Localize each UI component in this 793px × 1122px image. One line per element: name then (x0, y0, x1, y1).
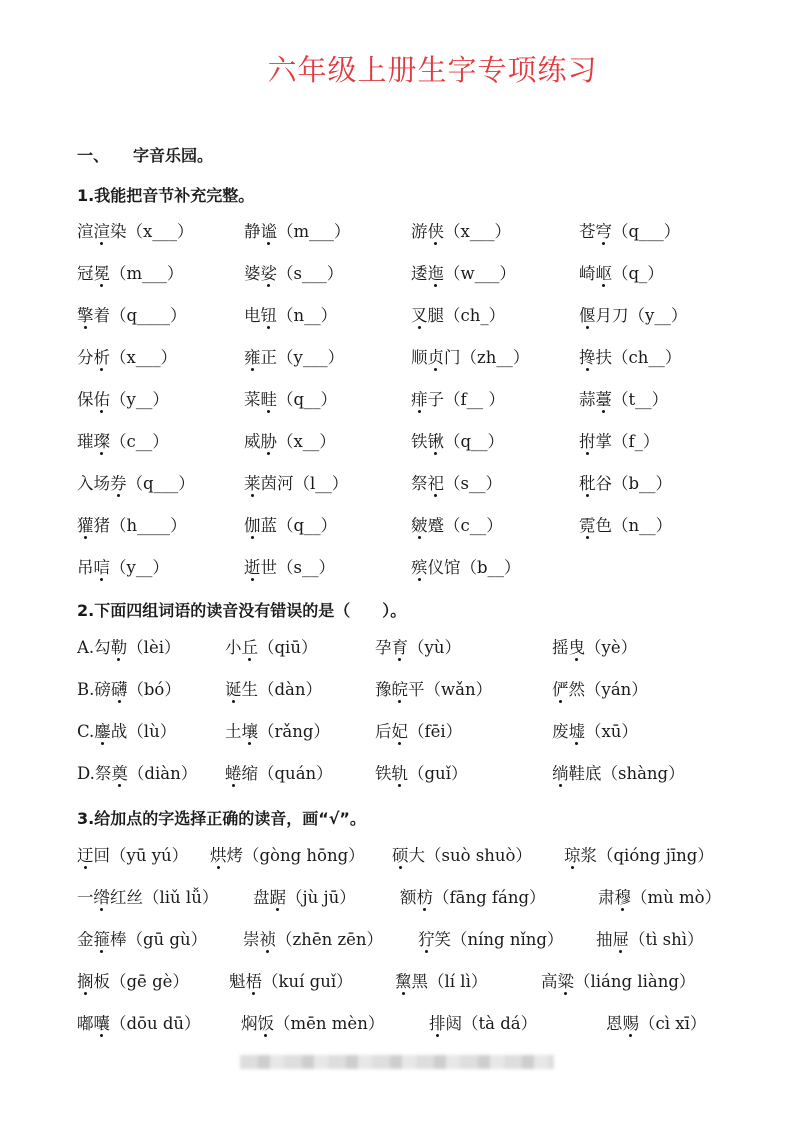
word-item (375, 760, 467, 784)
dotted-character: 诞 (225, 680, 242, 699)
dotted-character: 冕 (93, 264, 110, 283)
word-suffix: 然（yán） (568, 680, 648, 699)
dotted-character: 券 (110, 474, 127, 493)
word-item (244, 302, 337, 326)
word-item (411, 554, 521, 578)
dotted-character: 迤 (427, 264, 444, 283)
word-prefix: 孕 (375, 638, 392, 657)
dotted-character: 析 (93, 348, 110, 367)
word-item (418, 926, 563, 950)
word-suffix: 笑（níng nǐng） (434, 930, 564, 949)
word-suffix: （dōu dū） (110, 1014, 201, 1033)
word-suffix: （x___） (110, 348, 178, 367)
word-prefix: 威 (244, 432, 261, 451)
word-suffix: （q__） (277, 390, 338, 409)
word-item (225, 718, 330, 742)
word-suffix: 板（gē gè） (93, 972, 189, 991)
word-suffix: 蹙（c__） (427, 516, 503, 535)
dotted-character: 薹 (595, 390, 612, 409)
word-item (564, 842, 714, 866)
word-item (579, 218, 680, 242)
worksheet-title: 六年级上册生字专项练习 (267, 53, 598, 87)
dotted-character: 侠 (427, 222, 444, 241)
word-suffix: （x__） (277, 432, 336, 451)
dotted-character: 痱 (411, 390, 428, 409)
word-suffix: 平（wǎn） (408, 680, 493, 699)
word-prefix: 璀 (77, 432, 94, 451)
word-item (579, 386, 668, 410)
word-suffix: 月刀（y__） (595, 306, 688, 325)
word-suffix: （cì xī） (639, 1014, 707, 1033)
word-item (411, 470, 502, 494)
word-item (77, 260, 183, 284)
word-prefix: 顺 (411, 348, 428, 367)
dotted-character: 箍 (93, 930, 110, 949)
dotted-character: 胁 (260, 432, 277, 451)
word-item (77, 470, 195, 494)
word-prefix: 静 (244, 222, 261, 241)
word-item (77, 926, 207, 950)
word-item (552, 634, 637, 658)
word-item (77, 634, 181, 658)
word-suffix: （s__） (444, 474, 502, 493)
dotted-character: 娑 (260, 264, 277, 283)
word-suffix: 世（s__） (260, 558, 335, 577)
word-suffix: 染（x___） (110, 222, 194, 241)
word-suffix: （m___） (277, 222, 351, 241)
word-suffix: 黑（lí lì） (411, 972, 488, 991)
dotted-character: 梧 (245, 972, 262, 991)
dotted-character: 囔 (93, 1014, 110, 1033)
dotted-character: 踞 (269, 888, 286, 907)
word-prefix: 保 (77, 390, 94, 409)
dotted-character: 轨 (391, 764, 408, 783)
word-item (579, 344, 681, 368)
word-suffix: （x___） (444, 222, 512, 241)
dotted-character: 黧 (395, 972, 412, 991)
dotted-character: 育 (391, 638, 408, 657)
word-prefix: 盘 (253, 888, 270, 907)
word-item (411, 260, 516, 284)
word-prefix: 婆 (244, 264, 261, 283)
word-item (429, 1010, 537, 1034)
dotted-character: 擎 (77, 306, 94, 325)
word-item (225, 634, 317, 658)
section-label: 字音乐园。 (133, 146, 214, 165)
question-2-heading: 2.下面四组词语的读音没有错误的是（ ）。 (77, 601, 407, 620)
word-item (411, 302, 505, 326)
word-suffix: 烤（gòng hōng） (226, 846, 365, 865)
word-item (244, 260, 343, 284)
word-suffix: （s___） (277, 264, 344, 283)
word-suffix: 着（q____） (93, 306, 187, 325)
word-prefix: 土 (225, 722, 242, 741)
word-suffix: （q_） (612, 264, 664, 283)
word-suffix: 蓝（q__） (260, 516, 338, 535)
word-item (552, 718, 638, 742)
word-suffix: 生（dàn） (241, 680, 323, 699)
word-item (244, 428, 336, 452)
word-item (411, 512, 503, 536)
word-suffix: （yù） (408, 638, 461, 657)
dotted-character: 殡 (411, 558, 428, 577)
word-item (579, 428, 659, 452)
word-suffix: 回（yū yú） (93, 846, 189, 865)
word-prefix: 抽 (596, 930, 613, 949)
word-item (244, 218, 350, 242)
word-suffix: 门（zh__） (444, 348, 530, 367)
dotted-character: 霓 (579, 516, 596, 535)
word-item (395, 968, 487, 992)
word-item (243, 926, 383, 950)
word-item (579, 512, 672, 536)
word-suffix: 色（n__） (595, 516, 673, 535)
dotted-character: 琼 (564, 846, 581, 865)
word-suffix: （c__） (110, 432, 169, 451)
word-prefix: 渲 (77, 222, 94, 241)
word-item (77, 760, 197, 784)
dotted-character: 勒 (110, 638, 128, 657)
word-suffix: （y__） (110, 558, 169, 577)
word-suffix: （bó） (127, 680, 181, 699)
word-item (598, 884, 721, 908)
word-suffix: 棒（gū gù） (110, 930, 208, 949)
word-item (541, 968, 695, 992)
dotted-character: 绱 (552, 764, 569, 783)
word-suffix: （jù jū） (286, 888, 356, 907)
dotted-character: 搁 (77, 972, 94, 991)
word-suffix: （q___） (126, 474, 195, 493)
word-prefix: 焖 (241, 1014, 258, 1033)
word-item (77, 428, 169, 452)
word-prefix: 游 (411, 222, 428, 241)
word-item (244, 386, 337, 410)
word-suffix: （t__） (612, 390, 669, 409)
question-3-heading: 3.给加点的字选择正确的读音，画“√”。 (77, 809, 366, 828)
word-item (552, 760, 685, 784)
word-suffix: 闼（tà dá） (445, 1014, 538, 1033)
dotted-character: 搀 (579, 348, 596, 367)
word-suffix: 谷（b__） (595, 474, 673, 493)
word-prefix: C. (77, 722, 95, 741)
word-prefix: 后 (375, 722, 392, 741)
word-item (77, 676, 181, 700)
word-item (77, 842, 188, 866)
word-prefix: 蒜 (579, 390, 596, 409)
word-prefix: 崇 (243, 930, 260, 949)
dotted-character: 蜷 (225, 764, 242, 783)
dotted-character: 伽 (244, 516, 261, 535)
word-suffix: 扶（ch__） (595, 348, 682, 367)
dotted-character: 逝 (244, 558, 261, 577)
dotted-character: 畦 (260, 390, 277, 409)
dotted-character: 鏖 (94, 722, 111, 741)
word-prefix: 豫 (375, 680, 392, 699)
dotted-character: 壤 (241, 722, 258, 741)
word-prefix: 铁 (411, 432, 428, 451)
word-prefix: 吊 (77, 558, 94, 577)
section-number: 一、 (77, 146, 110, 165)
dotted-character: 奠 (111, 764, 128, 783)
dotted-character: 秕 (579, 474, 596, 493)
word-suffix: 缩（quán） (241, 764, 333, 783)
word-item (77, 386, 169, 410)
word-suffix: 战（lù） (110, 722, 177, 741)
dotted-character: 锹 (427, 432, 444, 451)
word-item (375, 676, 492, 700)
word-prefix: 小 (225, 638, 242, 657)
dotted-character: 皴 (411, 516, 428, 535)
word-prefix: 铁 (375, 764, 392, 783)
dotted-character: 迂 (77, 846, 94, 865)
word-item (579, 260, 664, 284)
word-suffix: （n__） (277, 306, 338, 325)
word-prefix: 金 (77, 930, 94, 949)
dotted-character: 烘 (210, 846, 227, 865)
word-prefix: 肃 (598, 888, 615, 907)
word-item (77, 718, 176, 742)
dotted-character: 枋 (416, 888, 433, 907)
dotted-character: 渲 (93, 222, 110, 241)
dotted-character: 妃 (391, 722, 408, 741)
word-suffix: （fēi） (408, 722, 463, 741)
dotted-character: 排 (429, 1014, 446, 1033)
dotted-character: 谧 (260, 222, 277, 241)
dotted-character: 莱 (244, 474, 261, 493)
word-item (375, 718, 462, 742)
word-suffix: 子（f__ ） (427, 390, 505, 409)
word-suffix: 大（suò shuò） (408, 846, 532, 865)
dotted-character: 拊 (579, 432, 596, 451)
dotted-character: 贞 (427, 348, 444, 367)
word-item (210, 842, 365, 866)
word-suffix: （zhēn zēn） (276, 930, 384, 949)
word-item (77, 884, 218, 908)
dotted-character: 狞 (418, 930, 435, 949)
dotted-character: 岖 (595, 264, 612, 283)
word-item (77, 512, 187, 536)
word-suffix: 正（y___） (260, 348, 345, 367)
word-suffix: （mēn mèn） (274, 1014, 385, 1033)
word-prefix: 祭 (411, 474, 428, 493)
word-prefix: 高 (541, 972, 558, 991)
dotted-character: 丘 (241, 638, 258, 657)
word-suffix: 猪（h____） (93, 516, 187, 535)
word-item (411, 428, 504, 452)
word-suffix: 浆（qióng jīng） (580, 846, 714, 865)
dotted-character: 穹 (595, 222, 612, 241)
word-item (77, 1010, 201, 1034)
word-item (552, 676, 648, 700)
dotted-character: 钮 (260, 306, 277, 325)
word-prefix: D.祭 (77, 764, 112, 783)
word-item (225, 676, 322, 700)
word-prefix: A.勾 (77, 638, 111, 657)
word-suffix: （lèi） (127, 638, 181, 657)
word-prefix: 入场 (77, 474, 110, 493)
word-prefix: 摇 (552, 638, 569, 657)
word-suffix: （xū） (585, 722, 638, 741)
word-item (411, 218, 511, 242)
word-item (244, 470, 348, 494)
dotted-character: 硕 (392, 846, 409, 865)
word-prefix: 菜 (244, 390, 261, 409)
word-prefix: 一 (77, 888, 94, 907)
word-prefix: 逶 (411, 264, 428, 283)
word-item (375, 634, 461, 658)
question-1-heading: 1.我能把音节补充完整。 (77, 186, 255, 205)
word-item (253, 884, 356, 908)
word-suffix: （q___） (612, 222, 681, 241)
word-prefix: B.磅 (77, 680, 111, 699)
word-suffix: 鞋底（shàng） (568, 764, 685, 783)
word-suffix: （mù mò） (631, 888, 722, 907)
word-suffix: （liáng liàng） (574, 972, 696, 991)
dotted-character: 俨 (552, 680, 569, 699)
word-prefix: 嘟 (77, 1014, 94, 1033)
word-suffix: （kuí guǐ） (262, 972, 353, 991)
word-item (77, 344, 177, 368)
word-suffix: （fāng fáng） (433, 888, 546, 907)
word-suffix: （q__） (444, 432, 505, 451)
word-prefix: 额 (400, 888, 417, 907)
word-item (392, 842, 532, 866)
word-suffix: （tì shì） (629, 930, 704, 949)
word-suffix: 茵河（l__） (260, 474, 349, 493)
word-suffix: （m___） (110, 264, 184, 283)
word-suffix: （y__） (110, 390, 169, 409)
dotted-character: 璨 (93, 432, 110, 451)
word-suffix: （diàn） (127, 764, 198, 783)
dotted-character: 唁 (93, 558, 110, 577)
word-prefix: 分 (77, 348, 94, 367)
word-prefix: 崎 (579, 264, 596, 283)
word-prefix: 苍 (579, 222, 596, 241)
dotted-character: 獾 (77, 516, 94, 535)
word-item (244, 512, 337, 536)
word-suffix: （guǐ） (408, 764, 468, 783)
word-item (77, 554, 169, 578)
word-item (241, 1010, 384, 1034)
word-prefix: 电 (244, 306, 261, 325)
dotted-character: 赐 (622, 1014, 639, 1033)
dotted-character: 绺 (93, 888, 110, 907)
dotted-character: 屉 (612, 930, 629, 949)
word-item (77, 218, 194, 242)
dotted-character: 叉 (411, 306, 428, 325)
dotted-character: 穆 (614, 888, 631, 907)
dotted-character: 偃 (579, 306, 596, 325)
word-item (400, 884, 546, 908)
word-suffix: 腿（ch_） (427, 306, 506, 325)
word-item (596, 926, 704, 950)
word-item (244, 344, 344, 368)
dotted-character: 粱 (557, 972, 574, 991)
word-item (606, 1010, 706, 1034)
word-item (579, 302, 687, 326)
word-item (579, 470, 672, 494)
word-item (411, 344, 529, 368)
word-item (225, 760, 333, 784)
word-suffix: 仪馆（b__） (427, 558, 521, 577)
dotted-character: 佑 (93, 390, 110, 409)
word-prefix: 冠 (77, 264, 94, 283)
dotted-character: 曳 (568, 638, 585, 657)
word-suffix: （qiū） (258, 638, 318, 657)
dotted-character: 雍 (244, 348, 261, 367)
word-prefix: 魁 (229, 972, 246, 991)
word-suffix: （rǎng） (258, 722, 330, 741)
word-item (244, 554, 335, 578)
word-suffix: 红丝（liǔ lǚ） (110, 888, 219, 907)
word-item (77, 302, 187, 326)
word-suffix: 掌（f_） (595, 432, 660, 451)
word-suffix: （w___） (444, 264, 516, 283)
dotted-character: 祀 (427, 474, 444, 493)
section-heading (77, 143, 213, 166)
dotted-character: 饭 (257, 1014, 274, 1033)
word-prefix: 恩 (606, 1014, 623, 1033)
dotted-character: 墟 (568, 722, 585, 741)
dotted-character: 祯 (259, 930, 276, 949)
dotted-character: 皖 (391, 680, 408, 699)
dotted-character: 礴 (110, 680, 128, 699)
word-item (411, 386, 505, 410)
word-prefix: 废 (552, 722, 569, 741)
word-item (77, 968, 189, 992)
word-suffix: （yè） (585, 638, 638, 657)
blurred-footer (240, 1055, 554, 1069)
word-item (229, 968, 353, 992)
